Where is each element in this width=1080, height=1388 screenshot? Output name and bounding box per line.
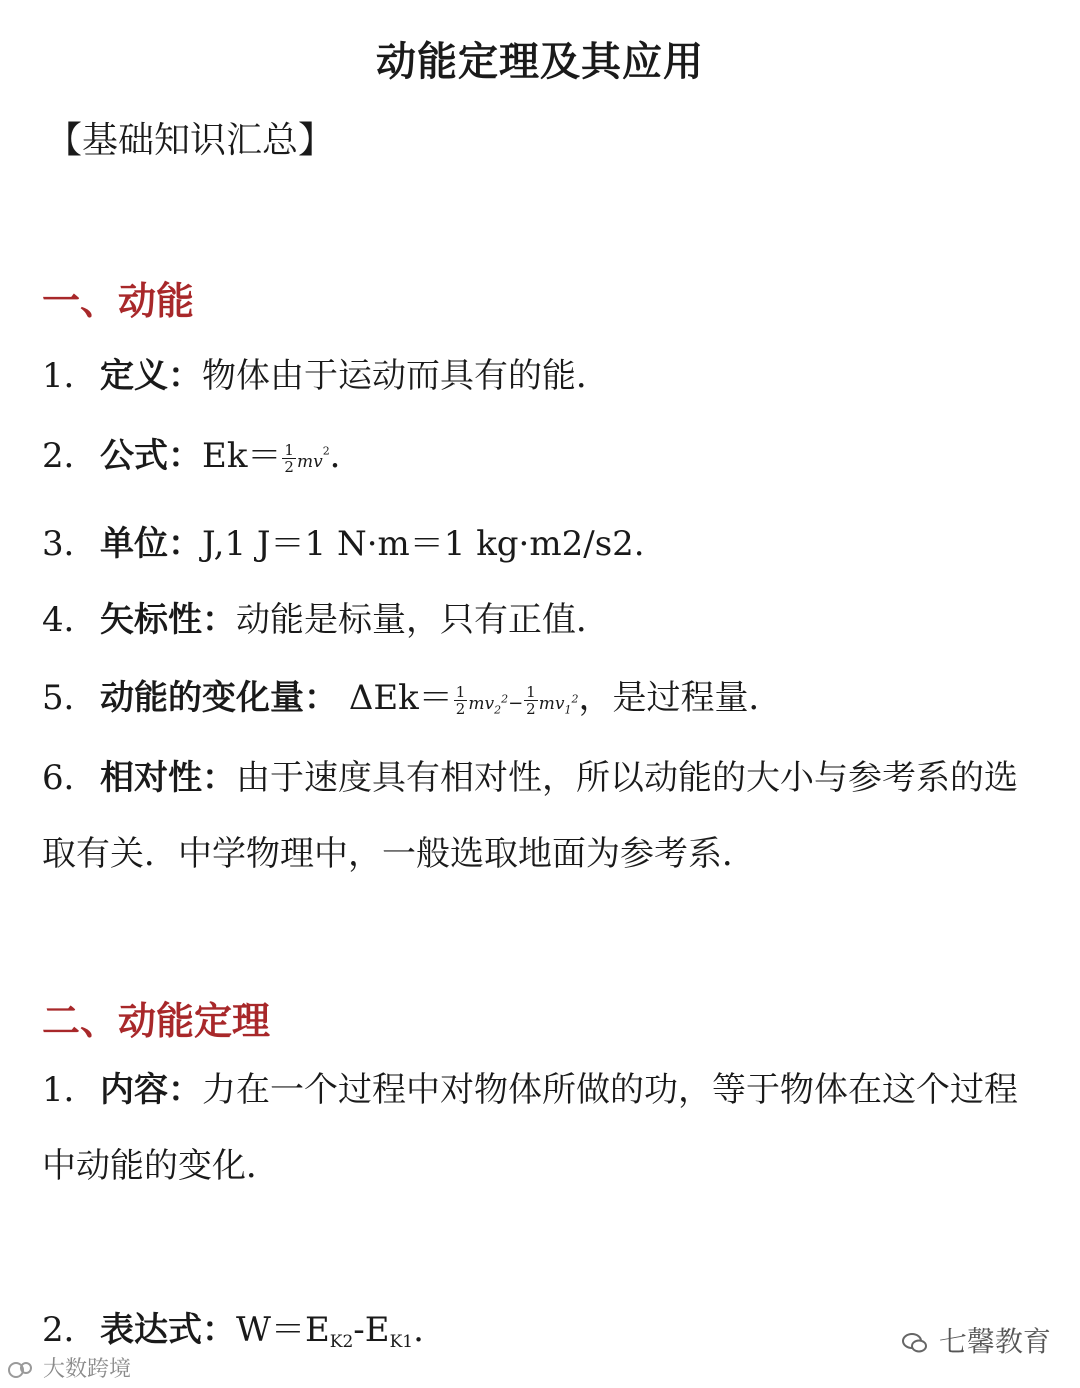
list-item	[42, 1052, 1042, 1204]
watermark-logo-icon	[6, 1355, 36, 1385]
item-text: 力在一个过程中对物体所做的功，等于物体在这个过程中动能的变化．	[42, 1070, 1018, 1186]
item-number: 4．	[42, 600, 98, 640]
watermark-right	[900, 1320, 1051, 1360]
item-label: 表达式：	[100, 1310, 236, 1350]
list-item: 5．动能的变化量： ΔEk＝ $\frac{1}{2}$ $mv_2^2-$ $\frac{1}{2}$ $mv_1^2$，是过程量．	[42, 670, 782, 719]
list-item	[42, 1302, 424, 1352]
formula-exponent: 2	[322, 444, 330, 458]
item-number: 6．	[42, 758, 98, 798]
item-text: 由于速度具有相对性，所以动能的大小与参考系的选取有关．中学物理中，一般选取地面为参考系．	[42, 758, 1018, 874]
wechat-icon	[900, 1328, 930, 1358]
formula-end: .	[413, 1310, 424, 1350]
item-text: 物体由于运动而具有的能．	[202, 356, 610, 396]
formula-text: W＝E	[236, 1310, 330, 1350]
formula-end: ．	[329, 436, 364, 476]
formula-term: $mv_1^2$	[538, 692, 579, 717]
formula-variable: mv	[296, 452, 323, 472]
list-item	[42, 592, 610, 641]
formula-text: -E	[353, 1310, 390, 1350]
formula-term: $mv_2^2$	[468, 692, 509, 717]
item-number: 1．	[42, 356, 98, 396]
fraction	[282, 442, 296, 475]
list-item	[42, 516, 645, 565]
list-item	[42, 428, 364, 477]
item-label: 内容：	[100, 1070, 202, 1110]
item-number: 2．	[42, 1310, 98, 1350]
item-number: 3．	[42, 524, 98, 564]
formula-text: ΔEk＝	[348, 678, 453, 718]
item-label: 单位：	[100, 524, 202, 564]
page-title: 动能定理及其应用	[376, 39, 704, 85]
item-label: 相对性：	[100, 758, 236, 798]
item-number: 5．	[42, 678, 98, 718]
fraction-denominator: 2	[284, 457, 294, 476]
list-item	[42, 348, 610, 397]
watermark-text: 大数跨境	[43, 1357, 132, 1382]
item-text: 动能是标量，只有正值．	[236, 600, 610, 640]
section-heading: 一、动能	[42, 279, 195, 323]
formula-text: Ek＝	[202, 436, 282, 476]
item-number: 1．	[42, 1070, 98, 1110]
fraction-numerator: 1	[284, 440, 294, 459]
list-item	[42, 740, 1042, 892]
item-text: J,1 J＝1 N·m＝1 kg·m2/s2.	[202, 524, 645, 564]
formula-subscript: K1	[389, 1332, 414, 1352]
item-label: 矢标性：	[100, 600, 236, 640]
watermark-left	[6, 1352, 131, 1385]
item-number: 2．	[42, 436, 98, 476]
item-label: 公式：	[100, 436, 202, 476]
formula-subscript: K2	[329, 1332, 354, 1352]
item-label: 定义：	[100, 356, 202, 396]
fraction: $\frac{1}{2}$	[526, 682, 536, 718]
fraction: $\frac{1}{2}$	[455, 682, 466, 718]
watermark-text: 七馨教育	[938, 1325, 1051, 1358]
subtitle: 【基础知识汇总】	[46, 120, 335, 161]
section-heading: 二、动能定理	[42, 999, 271, 1043]
formula-end: ，是过程量．	[578, 678, 783, 718]
item-label: 动能的变化量：	[100, 678, 338, 718]
